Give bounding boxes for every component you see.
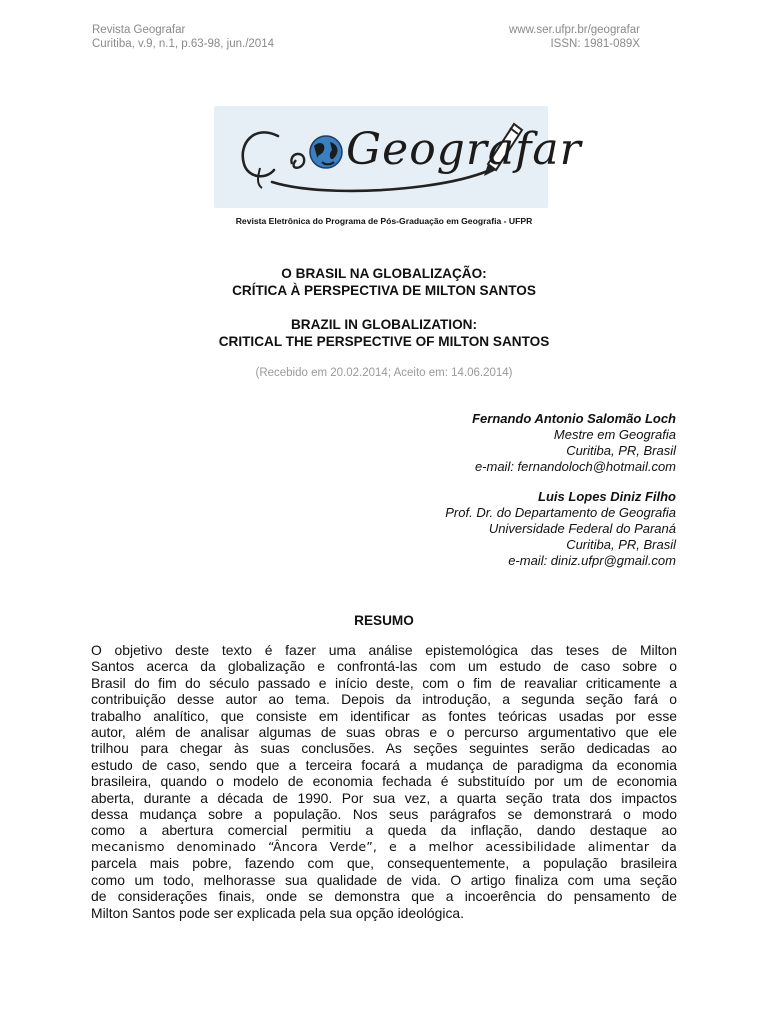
abstract-line: mecanismo denominado “Âncora Verde”, e a melhor acessibilidade alimentar da <box>91 838 677 854</box>
title-en-line1: BRAZIL IN GLOBALIZATION: <box>290 317 477 332</box>
author-degree: Mestre em Geografia <box>553 427 676 442</box>
author-name: Fernando Antonio Salomão Loch <box>472 411 676 426</box>
abstract-line: parcela mais pobre, fazendo com que, consequentemente, a população brasileira <box>91 855 677 872</box>
abstract-line: Milton Santos pode ser explicada pela sua opção ideológica. <box>91 904 464 921</box>
author-email[interactable]: e-mail: diniz.ufpr@gmail.com <box>508 553 676 568</box>
logo-wordmark: Geografar <box>346 124 582 175</box>
abstract-line: trabalho analítico, que consiste em identificar as fontes teóricas usadas por esse <box>91 707 677 724</box>
author-block-1 <box>472 411 676 475</box>
abstract-line: como a abertura comercial permitiu a queda da inflação, dando destaque ao <box>91 822 677 839</box>
abstract-line: aberta, durante a década de 1990. Por sua vez, a quarta seção trata dos impactos <box>91 789 677 806</box>
abstract-line: brasileira, quando o modelo de economia fechada é substituído por um de economia <box>91 773 677 790</box>
logo-caption: Revista Eletrônica do Programa de Pós-Graduação em Geografia - UFPR <box>235 216 533 226</box>
abstract-line: como um todo, melhorasse sua qualidade de vida. O artigo finaliza com uma seção <box>91 871 677 888</box>
abstract-body <box>91 642 677 921</box>
author-block-2 <box>445 489 676 569</box>
journal-url[interactable]: www.ser.ufpr.br/geografar <box>508 24 640 36</box>
running-header <box>92 23 640 51</box>
author-position: Prof. Dr. do Departamento de Geografia <box>445 505 676 520</box>
author-location: Curitiba, PR, Brasil <box>566 443 676 458</box>
title-en-line2: CRITICAL THE PERSPECTIVE OF MILTON SANTOS <box>218 334 550 349</box>
author-name: Luis Lopes Diniz Filho <box>538 489 676 504</box>
journal-issue: Curitiba, v.9, n.1, p.63-98, jun./2014 <box>92 38 274 50</box>
abstract-line: dessa mudança sobre a população. Nos seus parágrafos se demonstrará o modo <box>91 806 677 823</box>
abstract-heading: RESUMO <box>354 613 414 628</box>
abstract-line: autor, além de analisar algumas de suas obras e o percurso argumentativo que ele <box>91 724 677 741</box>
abstract-line: de considerações finais, onde se demonstra que a incoerência do pensamento de <box>91 888 677 905</box>
abstract-line: trilhou para chegar às suas conclusões. As seções seguintes serão dedicadas ao <box>91 740 677 757</box>
abstract-line: contribuição desse autor ao tema. Depois da introdução, a segunda seção fará o <box>91 691 677 708</box>
title-pt-line1: O BRASIL NA GLOBALIZAÇÃO: <box>281 266 487 281</box>
author-institution: Universidade Federal do Paraná <box>488 521 676 536</box>
geografar-logo <box>214 106 582 208</box>
abstract-line: Brasil do fim do século passado e início deste, com o fim de reavaliar criticamente a <box>91 674 677 691</box>
title-english <box>0 316 768 350</box>
journal-name: Revista Geografar <box>92 24 186 36</box>
title-pt-line2: CRÍTICA À PERSPECTIVA DE MILTON SANTOS <box>232 283 536 298</box>
author-location: Curitiba, PR, Brasil <box>566 537 676 552</box>
received-dates: (Recebido em 20.02.2014; Aceito em: 14.06.2014) <box>255 367 513 379</box>
title-portuguese <box>0 265 768 299</box>
abstract-line: O objetivo deste texto é fazer uma análise epistemológica das teses de Milton <box>91 642 677 658</box>
author-email[interactable]: e-mail: fernandoloch@hotmail.com <box>474 459 676 474</box>
abstract-line: Santos acerca da globalização e confrontá-las com um estudo de caso sobre o <box>91 658 677 675</box>
journal-issn: ISSN: 1981-089X <box>550 38 640 50</box>
abstract-line: estudo de caso, sendo que a terceira focará a mudança de paradigma da economia <box>91 756 677 773</box>
